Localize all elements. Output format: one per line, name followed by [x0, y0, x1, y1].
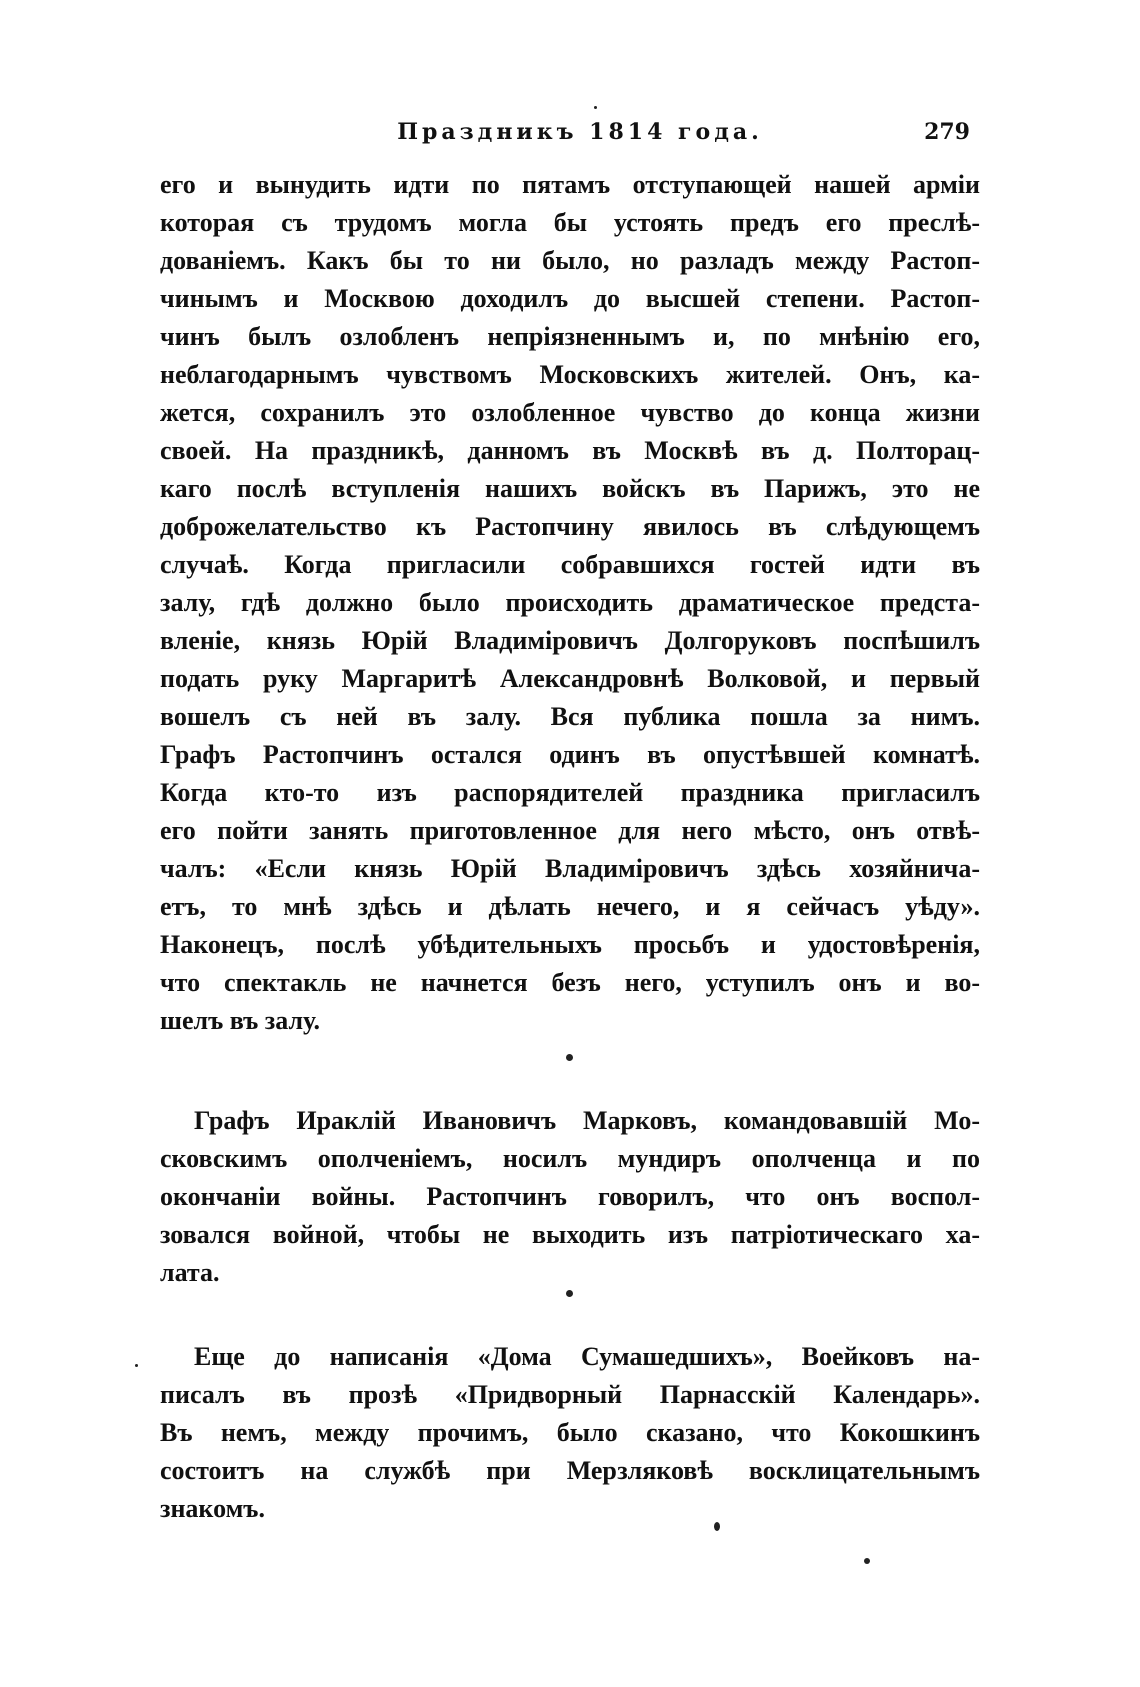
page-number: 279: [924, 119, 970, 145]
text-line: неблагодарнымъ чувствомъ Московскихъ жителей. Онъ, ка-: [160, 360, 980, 389]
scan-speck: [594, 106, 597, 109]
text-line: доброжелательство къ Растопчину явилось въ слѣдующемъ: [160, 512, 980, 541]
text-line: Когда кто-то изъ распорядителей праздника пригласилъ: [160, 778, 980, 807]
text-line: Наконецъ, послѣ убѣдительныхъ просьбъ и удостовѣренія,: [160, 930, 980, 959]
text-line: знакомъ.: [160, 1494, 265, 1523]
text-line: состоитъ на службѣ при Мерзляковѣ восклицательнымъ: [160, 1456, 980, 1485]
text-line: подать руку Маргаритѣ Александровнѣ Волковой, и первый: [160, 664, 980, 693]
text-line: сковскимъ ополченіемъ, носилъ мундиръ ополченца и по: [160, 1144, 980, 1173]
text-line: писалъ въ прозѣ «Придворный Парнасскій Календарь».: [160, 1380, 980, 1409]
running-head: [190, 112, 970, 152]
section-separator-dot: [566, 1054, 573, 1061]
text-line: каго послѣ вступленія нашихъ войскъ въ Парижъ, это не: [160, 474, 980, 503]
paragraph-1: [160, 166, 980, 1040]
text-line: его пойти занять приготовленное для него мѣсто, онъ отвѣ-: [160, 816, 980, 845]
running-title: Праздникъ 1814 года.: [397, 119, 763, 145]
text-line: что спектакль не начнется безъ него, уступилъ онъ и во-: [160, 968, 980, 997]
text-line: чинымъ и Москвою доходилъ до высшей степени. Растоп-: [160, 284, 980, 313]
text-line: Графъ Растопчинъ остался одинъ въ опустѣвшей комнатѣ.: [160, 740, 980, 769]
text-line: чалъ: «Если князь Юрій Владиміровичъ здѣсь хозяйнича-: [160, 854, 980, 883]
text-line: залу, гдѣ должно было происходить драматическое предста-: [160, 588, 980, 617]
paragraph-3: [160, 1338, 980, 1528]
text-line: своей. На праздникѣ, данномъ въ Москвѣ въ д. Полторац-: [160, 436, 980, 465]
text-line: вленіе, князь Юрій Владиміровичъ Долгоруковъ поспѣшилъ: [160, 626, 980, 655]
text-line: етъ, то мнѣ здѣсь и дѣлать нечего, и я сейчасъ уѣду».: [160, 892, 980, 921]
text-line: окончаніи войны. Растопчинъ говорилъ, что онъ воспол-: [160, 1182, 980, 1211]
scan-speck: [135, 1364, 138, 1367]
text-line: Еще до написанія «Дома Сумашедшихъ», Воейковъ на-: [194, 1342, 980, 1371]
text-line: лата.: [160, 1258, 220, 1287]
text-line: вошелъ съ ней въ залу. Вся публика пошла за нимъ.: [160, 702, 980, 731]
text-line: шелъ въ залу.: [160, 1006, 320, 1035]
scan-speck: [864, 1558, 870, 1564]
text-line: которая съ трудомъ могла бы устоять предъ его преслѣ-: [160, 208, 980, 237]
text-line: жется, сохранилъ это озлобленное чувство до конца жизни: [160, 398, 980, 427]
section-separator-dot: [566, 1290, 573, 1297]
text-line: зовался войной, чтобы не выходить изъ патріотическаго ха-: [160, 1220, 980, 1249]
text-line: его и вынудить идти по пятамъ отступающей нашей арміи: [160, 170, 980, 199]
paragraph-2: [160, 1102, 980, 1292]
scan-speck: [714, 1522, 720, 1531]
text-line: дованіемъ. Какъ бы то ни было, но разладъ между Растоп-: [160, 246, 980, 275]
text-line: чинъ былъ озлобленъ непріязненнымъ и, по мнѣнію его,: [160, 322, 980, 351]
text-line: Въ немъ, между прочимъ, было сказано, что Кокошкинъ: [160, 1418, 980, 1447]
text-line: Графъ Ираклій Ивановичъ Марковъ, командовавшій Мо-: [194, 1106, 980, 1135]
text-line: случаѣ. Когда пригласили собравшихся гостей идти въ: [160, 550, 980, 579]
